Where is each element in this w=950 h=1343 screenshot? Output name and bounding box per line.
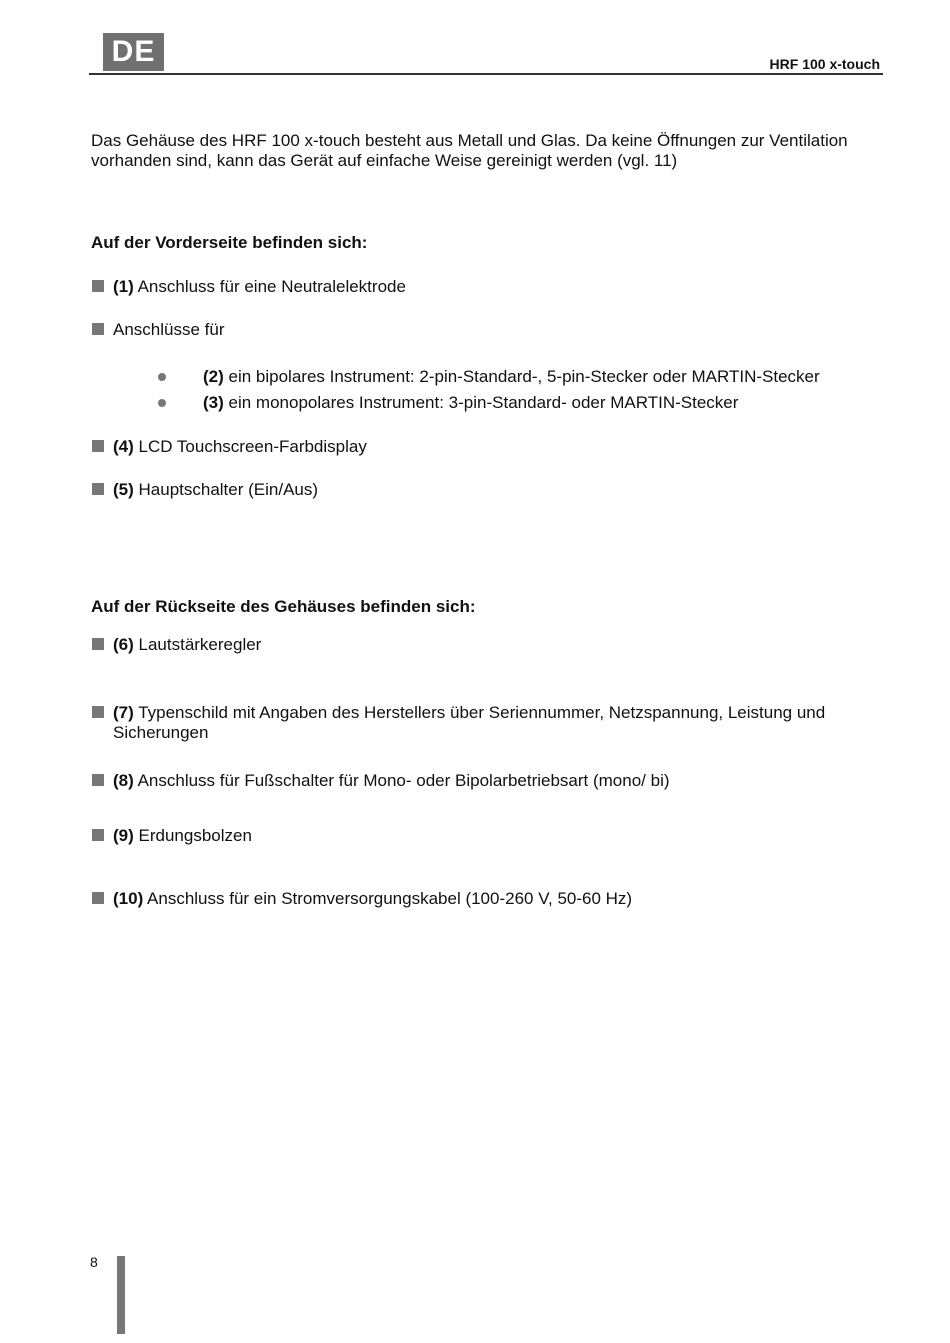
footer-bar xyxy=(117,1256,125,1334)
square-bullet-icon xyxy=(92,829,104,841)
language-badge: DE xyxy=(103,33,164,71)
list-item: (1) Anschluss für eine Neutralelektrode xyxy=(91,277,893,297)
list-item: (9) Erdungsbolzen xyxy=(91,826,893,846)
square-bullet-icon xyxy=(92,638,104,650)
sub-list-item: (2) ein bipolares Instrument: 2-pin-Standard-, 5-pin-Stecker oder MARTIN-Stecker xyxy=(203,367,903,387)
square-bullet-icon xyxy=(92,280,104,292)
document-title: HRF 100 x-touch xyxy=(769,56,880,72)
square-bullet-icon xyxy=(92,483,104,495)
square-bullet-icon xyxy=(92,774,104,786)
intro-paragraph: Das Gehäuse des HRF 100 x-touch besteht aus Metall und Glas. Da keine Öffnungen zur Ventilation vorhanden sind, kann das Gerät auf einfache Weise gereinigt werden (vgl. 11) xyxy=(91,131,848,170)
square-bullet-icon xyxy=(92,706,104,718)
round-bullet-icon xyxy=(158,373,166,381)
list-item: (10) Anschluss für ein Stromversorgungskabel (100-260 V, 50-60 Hz) xyxy=(91,889,893,909)
list-item: (5) Hauptschalter (Ein/Aus) xyxy=(91,480,893,500)
back-heading: Auf der Rückseite des Gehäuses befinden sich: xyxy=(91,597,476,616)
front-heading: Auf der Vorderseite befinden sich: xyxy=(91,233,368,252)
round-bullet-icon xyxy=(158,399,166,407)
list-item: Anschlüsse für xyxy=(91,320,893,340)
page-number: 8 xyxy=(90,1254,98,1270)
list-item: (6) Lautstärkeregler xyxy=(91,635,893,655)
square-bullet-icon xyxy=(92,323,104,335)
sub-list-item: (3) ein monopolares Instrument: 3-pin-Standard- oder MARTIN-Stecker xyxy=(203,393,903,413)
list-item: (4) LCD Touchscreen-Farbdisplay xyxy=(91,437,893,457)
list-item: (8) Anschluss für Fußschalter für Mono- oder Bipolarbetriebsart (mono/ bi) xyxy=(91,771,893,791)
square-bullet-icon xyxy=(92,892,104,904)
square-bullet-icon xyxy=(92,440,104,452)
list-item: (7) Typenschild mit Angaben des Herstellers über Seriennummer, Netzspannung, Leistung und Sicherungen xyxy=(91,703,873,743)
header-divider xyxy=(89,73,883,75)
